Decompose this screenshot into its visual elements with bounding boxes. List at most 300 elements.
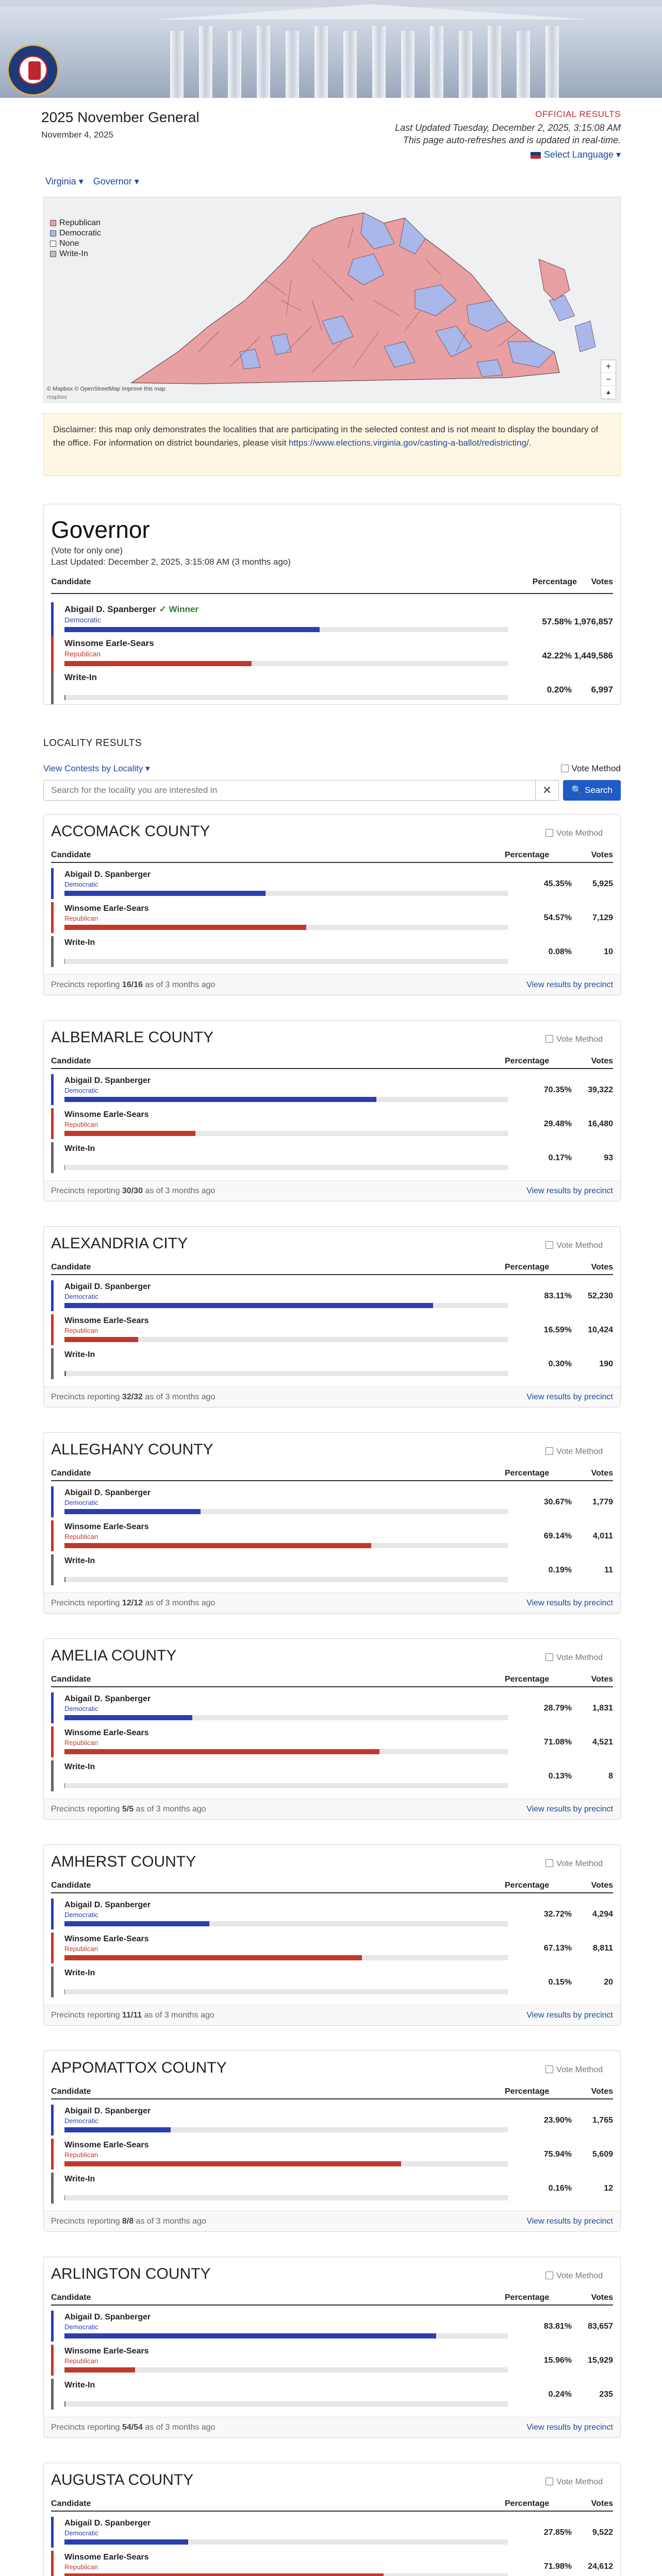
candidate-votes: 4,011 — [592, 1532, 613, 1540]
locality-table-header — [51, 850, 613, 863]
party-edge-marker — [51, 1760, 54, 1791]
col-candidate: Candidate — [51, 1881, 91, 1890]
candidate-votes: 1,779 — [592, 1498, 613, 1506]
capitol-column — [257, 26, 270, 98]
vote-share-bar — [64, 627, 320, 632]
locality-card — [43, 814, 621, 995]
candidate-name: Winsome Earle-Sears — [64, 904, 149, 913]
precincts-count: 5/5 — [122, 1805, 134, 1814]
col-percentage: Percentage — [505, 2087, 550, 2096]
candidate-name: Write-In — [64, 938, 95, 947]
col-percentage: Percentage — [505, 851, 550, 859]
candidate-name: Write-In — [64, 2175, 95, 2183]
locality-card — [43, 1638, 621, 1820]
candidate-row — [51, 2517, 613, 2550]
col-candidate: Candidate — [51, 2499, 91, 2508]
candidate-row — [51, 902, 613, 935]
vote-share-bar — [64, 1989, 65, 1994]
precincts-reporting-footer: Precincts reporting 32/32 as of 3 months ago View results by precinct — [44, 1386, 620, 1407]
locality-name: APPOMATTOX COUNTY — [51, 2059, 227, 2076]
candidate-party: Democratic — [64, 616, 101, 624]
candidate-votes: 16,480 — [588, 1120, 613, 1128]
candidate-percentage: 83.81% — [543, 2322, 572, 2331]
vote-method-toggle[interactable]: Vote Method — [545, 2065, 603, 2075]
candidate-name: Write-In — [64, 1144, 95, 1153]
mapbox-logo[interactable]: mapbox — [47, 394, 68, 400]
vote-share-track — [64, 1097, 508, 1102]
map-legend — [50, 218, 101, 259]
party-edge-marker — [51, 2173, 54, 2204]
auto-refresh-text: This page auto-refreshes and is updated in real-time. — [403, 135, 621, 145]
candidate-votes: 4,294 — [592, 1910, 613, 1919]
map-attribution[interactable]: © Mapbox © OpenStreetMap Improve this map — [47, 386, 166, 392]
candidate-percentage: 67.13% — [543, 1944, 572, 1953]
candidate-row — [51, 1142, 613, 1175]
winner-badge: ✓ Winner — [159, 604, 199, 614]
results-map[interactable] — [43, 197, 621, 403]
locality-card — [43, 1226, 621, 1408]
candidate-row — [51, 1486, 613, 1519]
candidate-votes: 93 — [604, 1154, 613, 1162]
candidate-row — [51, 1692, 613, 1725]
candidate-votes: 190 — [599, 1360, 613, 1368]
col-votes: Votes — [591, 2499, 613, 2508]
candidate-name: Abigail D. Spanberger — [64, 1694, 151, 1703]
candidate-name: Winsome Earle-Sears — [64, 638, 154, 648]
vote-share-bar — [64, 1509, 201, 1514]
candidate-row — [51, 1933, 613, 1965]
vote-share-bar — [64, 1337, 138, 1342]
vote-share-track — [64, 891, 508, 896]
party-edge-marker — [51, 1554, 54, 1585]
col-votes: Votes — [591, 578, 613, 586]
governor-contest-card — [43, 504, 621, 705]
party-edge-marker — [51, 1520, 54, 1551]
candidate-percentage: 70.35% — [543, 1086, 572, 1094]
vote-method-checkbox[interactable] — [545, 2065, 553, 2073]
vote-method-checkbox[interactable] — [545, 2272, 553, 2279]
candidate-name: Abigail D. Spanberger — [64, 1901, 151, 1909]
view-contests-by-locality-dropdown[interactable]: View Contests by Locality ▾ — [43, 764, 150, 773]
col-candidate: Candidate — [51, 851, 91, 859]
candidate-votes: 83,657 — [588, 2322, 613, 2331]
legend-item: None — [50, 239, 101, 249]
vote-share-track — [64, 1577, 508, 1582]
vote-share-bar — [64, 1955, 362, 1960]
zoom-out-button[interactable]: − — [601, 373, 616, 386]
locality-search-input[interactable] — [43, 780, 559, 801]
vote-share-bar — [64, 2367, 135, 2372]
precincts-reporting-footer: Precincts reporting 12/12 as of 3 months ago View results by precinct — [44, 1592, 620, 1613]
candidate-percentage: 30.67% — [543, 1498, 572, 1506]
capitol-column — [545, 26, 559, 98]
vote-share-track — [64, 1749, 508, 1754]
candidate-votes: 6,997 — [591, 685, 613, 694]
view-results-by-precinct-link[interactable]: View results by precinct — [526, 980, 613, 989]
vote-share-bar — [64, 695, 65, 700]
locality-table-header — [51, 2292, 613, 2306]
vote-share-bar — [64, 959, 65, 964]
candidate-name: Abigail D. Spanberger — [64, 2519, 151, 2528]
party-edge-marker — [51, 1967, 54, 1997]
party-edge-marker — [51, 670, 54, 704]
locality-name: ALBEMARLE COUNTY — [51, 1029, 214, 1046]
party-edge-marker — [51, 1692, 54, 1723]
writein-swatch — [50, 251, 56, 257]
party-edge-marker — [51, 2379, 54, 2410]
candidate-party: Republican — [64, 2563, 98, 2571]
party-edge-marker — [51, 1314, 54, 1345]
locality-name: AMELIA COUNTY — [51, 1647, 177, 1664]
candidate-percentage: 71.08% — [543, 1738, 572, 1747]
party-edge-marker — [51, 2517, 54, 2548]
candidate-row — [51, 2139, 613, 2172]
candidate-votes: 1,449,586 — [574, 651, 613, 660]
col-percentage: Percentage — [505, 2293, 550, 2302]
vote-share-track — [64, 661, 508, 666]
vote-method-checkbox[interactable] — [545, 1653, 553, 1661]
col-votes: Votes — [591, 2293, 613, 2302]
vote-share-bar — [64, 2195, 65, 2200]
candidate-party: Republican — [64, 1533, 98, 1540]
vote-share-bar — [64, 2401, 65, 2406]
vote-share-track — [64, 627, 508, 632]
locality-card — [43, 2463, 621, 2576]
candidate-name: Winsome Earle-Sears — [64, 2347, 149, 2355]
locality-name: AMHERST COUNTY — [51, 1853, 196, 1870]
vote-method-checkbox[interactable] — [545, 1447, 553, 1455]
view-results-by-precinct-link[interactable]: View results by precinct — [526, 2217, 613, 2226]
candidate-party: Democratic — [64, 1087, 98, 1094]
vote-share-track — [64, 2127, 508, 2132]
col-candidate: Candidate — [51, 1057, 91, 1065]
precincts-reporting-footer: Precincts reporting 16/16 as of 3 months ago View results by precinct — [44, 974, 620, 995]
candidate-party: Republican — [64, 1739, 98, 1747]
candidate-percentage: 15.96% — [543, 2356, 572, 2365]
candidate-name: Winsome Earle-Sears — [64, 1728, 149, 1737]
candidate-percentage: 42.22% — [542, 651, 572, 660]
candidate-name: Winsome Earle-Sears — [64, 1935, 149, 1943]
party-edge-marker — [51, 2139, 54, 2170]
candidate-row — [51, 1348, 613, 1381]
party-edge-marker — [51, 902, 54, 933]
candidate-row — [51, 2345, 613, 2378]
col-votes: Votes — [591, 1675, 613, 1684]
candidate-name: Winsome Earle-Sears — [64, 2553, 149, 2562]
col-percentage: Percentage — [505, 1263, 550, 1272]
candidate-party: Democratic — [64, 880, 98, 888]
candidate-row — [51, 936, 613, 969]
breadcrumb-office-dropdown[interactable]: Governor ▾ — [93, 176, 139, 187]
locality-table-header — [51, 1674, 613, 1687]
candidate-row — [51, 1520, 613, 1553]
view-results-by-precinct-link[interactable]: View results by precinct — [526, 2423, 613, 2432]
candidate-percentage: 27.85% — [543, 2528, 572, 2537]
map-canvas[interactable] — [44, 197, 621, 403]
virginia-outline — [131, 213, 559, 384]
vote-share-bar — [64, 1921, 209, 1926]
candidate-percentage: 32.72% — [543, 1910, 572, 1919]
candidate-percentage: 57.58% — [542, 617, 572, 626]
breadcrumb-state-dropdown[interactable]: Virginia ▾ — [45, 176, 84, 187]
candidate-row — [51, 1967, 613, 1999]
candidate-name: Abigail D. Spanberger — [64, 870, 151, 879]
locality-results-heading: LOCALITY RESULTS — [43, 738, 142, 749]
candidate-votes: 5,609 — [592, 2150, 613, 2159]
zoom-in-button[interactable]: + — [601, 360, 616, 373]
candidate-votes: 1,831 — [592, 1704, 613, 1713]
locality-card — [43, 1432, 621, 1614]
vote-share-track — [64, 1955, 508, 1960]
vote-method-checkbox[interactable] — [545, 829, 553, 837]
vote-share-track — [64, 2573, 508, 2576]
capitol-column — [343, 31, 357, 98]
legend-item: Democratic — [50, 228, 101, 239]
vote-share-track — [64, 1543, 508, 1548]
vote-share-bar — [64, 1165, 65, 1170]
view-results-by-precinct-link[interactable]: View results by precinct — [526, 1393, 613, 1401]
candidate-name: Winsome Earle-Sears — [64, 2141, 149, 2149]
party-edge-marker — [51, 2551, 54, 2576]
capitol-column — [372, 26, 386, 98]
candidate-party: Democratic — [64, 2323, 98, 2331]
candidate-row — [51, 1554, 613, 1587]
candidate-party: Republican — [64, 1121, 98, 1128]
candidate-name: Winsome Earle-Sears — [64, 1110, 149, 1119]
candidate-name: Abigail D. Spanberger — [64, 1488, 151, 1497]
redistricting-link[interactable]: https://www.elections.virginia.gov/casting-a-ballot/redistricting/ — [289, 438, 529, 448]
vote-share-track — [64, 1165, 508, 1170]
view-results-by-precinct-link[interactable]: View results by precinct — [526, 2011, 613, 2020]
candidate-votes: 52,230 — [588, 1292, 613, 1300]
candidate-row — [51, 1074, 613, 1107]
candidate-percentage: 83.11% — [544, 1292, 572, 1300]
vote-method-toggle[interactable]: Vote Method — [545, 2478, 603, 2487]
candidate-votes: 1,976,857 — [574, 617, 613, 626]
vote-share-track — [64, 1715, 508, 1720]
precincts-reporting-footer: Precincts reporting 30/30 as of 3 months ago View results by precinct — [44, 1180, 620, 1201]
locality-name: ACCOMACK COUNTY — [51, 823, 210, 840]
candidate-party: Republican — [64, 650, 101, 658]
party-edge-marker — [51, 2105, 54, 2136]
vote-method-toggle[interactable]: Vote Method — [545, 1035, 603, 1044]
view-results-by-precinct-link[interactable]: View results by precinct — [526, 1187, 613, 1195]
legend-item: Republican — [50, 218, 101, 228]
candidate-percentage: 0.20% — [547, 685, 572, 694]
candidate-row — [51, 1314, 613, 1347]
candidate-percentage: 29.48% — [543, 1120, 572, 1128]
banner-roof — [0, 0, 662, 7]
col-percentage: Percentage — [505, 1881, 550, 1890]
capitol-column — [228, 31, 241, 98]
capitol-column — [170, 31, 184, 98]
locality-card — [43, 2050, 621, 2232]
vote-share-track — [64, 695, 508, 700]
col-votes: Votes — [591, 2087, 613, 2096]
col-votes: Votes — [591, 1469, 613, 1478]
locality-name: ALLEGHANY COUNTY — [51, 1441, 213, 1458]
party-edge-marker — [51, 1142, 54, 1173]
candidate-name: Abigail D. Spanberger — [64, 2313, 151, 2321]
vote-share-track — [64, 2367, 508, 2372]
last-updated-text: Last Updated Tuesday, December 2, 2025, 3:15:08 AM — [395, 123, 621, 133]
vote-share-track — [64, 925, 508, 930]
locality-name: ALEXANDRIA CITY — [51, 1235, 188, 1252]
candidate-percentage: 16.59% — [543, 1326, 572, 1334]
vote-share-track — [64, 1337, 508, 1342]
col-votes: Votes — [591, 851, 613, 859]
candidate-percentage: 0.16% — [548, 2184, 572, 2193]
locality-table-header — [51, 1056, 613, 1069]
candidate-row — [51, 1899, 613, 1931]
candidate-votes: 8 — [608, 1772, 613, 1781]
vote-share-bar — [64, 1131, 195, 1136]
candidate-votes: 24,612 — [588, 2562, 613, 2571]
vote-share-track — [64, 1783, 508, 1788]
locality-name: AUGUSTA COUNTY — [51, 2471, 194, 2488]
candidate-party: Republican — [64, 2151, 98, 2159]
party-edge-marker — [51, 868, 54, 899]
vote-method-toggle[interactable]: Vote Method — [545, 1447, 603, 1456]
candidate-votes: 39,322 — [588, 1086, 613, 1094]
col-percentage: Percentage — [532, 578, 577, 586]
col-candidate: Candidate — [51, 1675, 91, 1684]
eastern-shore — [539, 259, 570, 300]
candidate-votes: 5,925 — [592, 879, 613, 888]
candidate-votes: 15,929 — [588, 2356, 613, 2365]
vote-share-bar — [64, 2161, 401, 2166]
party-edge-marker — [51, 636, 54, 670]
candidate-row — [51, 2105, 613, 2138]
breadcrumb — [45, 176, 146, 187]
precincts-count: 16/16 — [122, 980, 143, 989]
col-candidate: Candidate — [51, 578, 91, 586]
candidate-name: Write-In — [64, 1556, 95, 1565]
view-results-by-precinct-link[interactable]: View results by precinct — [526, 1805, 613, 1814]
vote-share-track — [64, 1921, 508, 1926]
vote-method-toggle[interactable]: Vote Method — [545, 2272, 603, 2281]
candidate-name: Abigail D. Spanberger ✓ Winner — [64, 604, 199, 614]
capitol-columns — [170, 10, 572, 98]
vote-for-text: (Vote for only one) — [51, 546, 123, 555]
candidate-percentage: 0.08% — [548, 947, 572, 956]
candidate-percentage: 0.30% — [548, 1360, 572, 1368]
vote-share-bar — [64, 1749, 379, 1754]
locality-table-header — [51, 2086, 613, 2099]
vote-share-track — [64, 1989, 508, 1994]
precincts-reporting-footer: Precincts reporting 54/54 as of 3 months ago View results by precinct — [44, 2417, 620, 2437]
precincts-count: 8/8 — [122, 2217, 134, 2226]
vote-method-checkbox[interactable] — [545, 1241, 553, 1249]
view-results-by-precinct-link[interactable]: View results by precinct — [526, 1599, 613, 1607]
candidate-party: Republican — [64, 914, 98, 922]
candidate-party: Republican — [64, 1327, 98, 1334]
candidate-votes: 20 — [604, 1978, 613, 1987]
party-edge-marker — [51, 1280, 54, 1311]
vote-share-bar — [64, 1097, 376, 1102]
col-candidate: Candidate — [51, 2087, 91, 2096]
search-button[interactable]: 🔍 Search — [563, 780, 621, 801]
candidate-row — [51, 2379, 613, 2412]
candidate-percentage: 69.14% — [543, 1532, 572, 1540]
vote-share-bar — [64, 2333, 436, 2338]
candidate-row — [51, 2173, 613, 2206]
vote-share-track — [64, 2161, 508, 2166]
candidate-votes: 9,522 — [592, 2528, 613, 2537]
contest-title: Governor — [51, 516, 150, 543]
candidate-name: Write-In — [64, 672, 97, 682]
capitol-column — [401, 31, 415, 98]
vote-method-toggle[interactable]: Vote Method — [561, 764, 621, 774]
candidate-row — [51, 868, 613, 901]
candidate-votes: 235 — [599, 2390, 613, 2399]
candidate-row — [51, 2311, 613, 2344]
candidate-votes: 10 — [604, 947, 613, 956]
vote-method-checkbox[interactable] — [545, 2478, 553, 2485]
republican-swatch — [50, 220, 56, 226]
col-candidate: Candidate — [51, 1263, 91, 1272]
legend-item: Write-In — [50, 249, 101, 259]
capitol-column — [488, 26, 501, 98]
vote-method-toggle[interactable]: Vote Method — [545, 829, 603, 838]
precincts-count: 32/32 — [122, 1393, 143, 1401]
candidate-party: Republican — [64, 2357, 98, 2365]
search-clear-button[interactable]: ✕ — [535, 780, 559, 801]
vote-share-bar — [64, 661, 252, 666]
vote-share-bar — [64, 1371, 66, 1376]
candidate-votes: 11 — [604, 1566, 613, 1574]
party-edge-marker — [51, 1726, 54, 1757]
vote-share-track — [64, 1131, 508, 1136]
col-votes: Votes — [591, 1263, 613, 1272]
candidate-party: Democratic — [64, 1499, 98, 1506]
candidate-percentage: 28.79% — [543, 1704, 572, 1713]
virginia-seal-logo[interactable] — [7, 44, 59, 96]
col-votes: Votes — [591, 1057, 613, 1065]
candidate-name: Abigail D. Spanberger — [64, 1076, 151, 1085]
vote-method-checkbox[interactable] — [545, 1859, 553, 1867]
col-percentage: Percentage — [505, 2499, 550, 2508]
col-percentage: Percentage — [505, 1675, 550, 1684]
capitol-column — [459, 31, 472, 98]
candidate-party: Democratic — [64, 2117, 98, 2125]
candidate-percentage: 0.24% — [548, 2390, 572, 2399]
candidate-votes: 12 — [604, 2184, 613, 2193]
candidate-name: Write-In — [64, 1762, 95, 1771]
select-language-label: Select Language ▾ — [543, 149, 621, 160]
candidate-votes: 8,811 — [592, 1944, 613, 1953]
candidate-name: Write-In — [64, 2381, 95, 2389]
none-swatch — [50, 241, 56, 247]
precincts-reporting-footer: Precincts reporting 8/8 as of 3 months ago View results by precinct — [44, 2211, 620, 2231]
flag-icon — [531, 152, 541, 159]
vote-method-toggle[interactable]: Vote Method — [545, 1241, 603, 1250]
vote-method-toggle[interactable]: Vote Method — [545, 1653, 603, 1663]
precincts-count: 11/11 — [122, 2011, 142, 2020]
compass-button[interactable]: ▲ — [605, 388, 611, 396]
vote-method-checkbox[interactable] — [561, 765, 569, 772]
vote-method-checkbox[interactable] — [545, 1035, 553, 1043]
candidate-percentage: 0.17% — [548, 1154, 572, 1162]
select-language-button[interactable] — [531, 149, 621, 160]
locality-table-header — [51, 1468, 613, 1481]
party-edge-marker — [51, 1074, 54, 1105]
candidate-votes: 1,765 — [592, 2116, 613, 2125]
capitol-column — [430, 26, 443, 98]
vote-method-toggle[interactable]: Vote Method — [545, 1859, 603, 1869]
capitol-column — [517, 31, 530, 98]
candidate-party: Republican — [64, 1945, 98, 1953]
